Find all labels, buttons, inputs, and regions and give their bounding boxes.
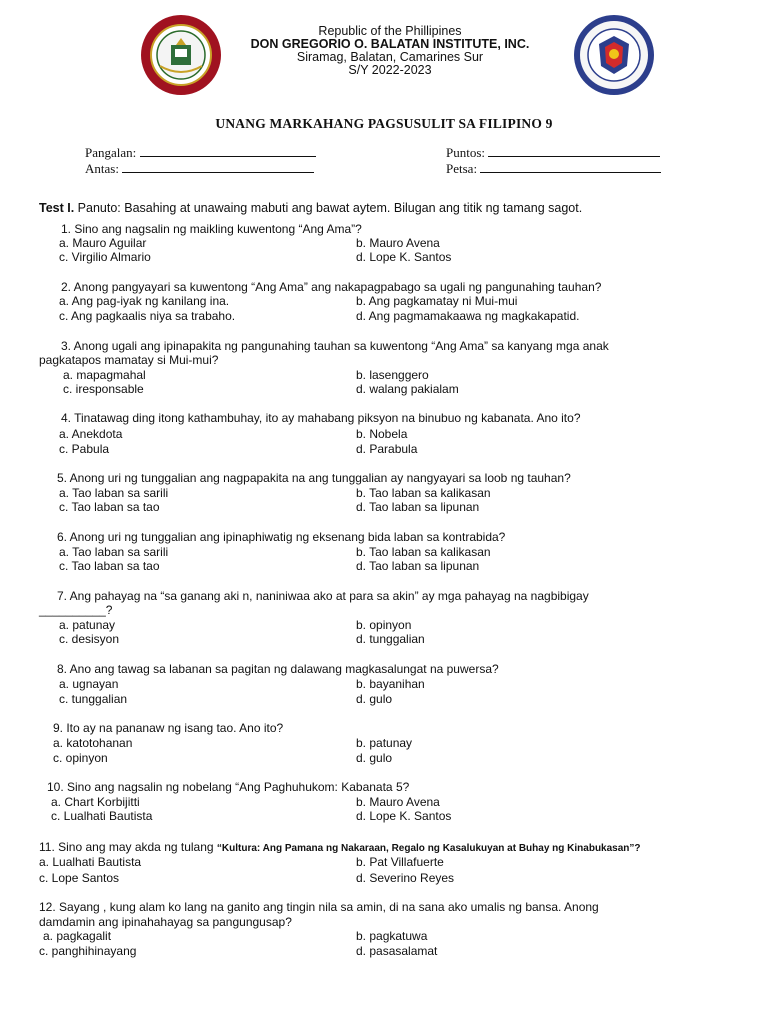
deped-seal-icon: [573, 14, 655, 96]
q2-option-c[interactable]: c. Ang pagkaalis niya sa trabaho.: [59, 309, 236, 323]
question-11-text: 11. Sino ang may akda ng tulang: [39, 840, 217, 854]
antas-label: Antas:: [85, 161, 119, 176]
question-11-poem-title: “Kultura: Ang Pamana ng Nakaraan, Regalo ng Kasalukuyan at Buhay ng Kinabukasan”?: [216, 843, 641, 854]
q11-option-d[interactable]: d. Severino Reyes: [356, 871, 455, 885]
question-2: 2. Anong pangyayari sa kuwentong “Ang Ama” ang nakapagpabago sa ugali ng pangunahing tauhan?: [61, 280, 602, 294]
puntos-field: [446, 145, 660, 161]
q4-option-a[interactable]: a. Anekdota: [59, 427, 123, 441]
q7-option-d[interactable]: d. tunggalian: [356, 632, 425, 646]
question-11: [39, 840, 641, 856]
q6-option-b[interactable]: b. Tao laban sa kalikasan: [356, 545, 491, 559]
pangalan-field: [85, 145, 316, 161]
q10-option-d[interactable]: d. Lope K. Santos: [356, 809, 452, 823]
q6-option-c[interactable]: c. Tao laban sa tao: [59, 559, 160, 573]
question-10: 10. Sino ang nagsalin ng nobelang “Ang Paghuhukom: Kabanata 5?: [47, 780, 410, 794]
q2-option-d[interactable]: d. Ang pagmamakaawa ng magkakapatid.: [356, 309, 580, 323]
q2-option-a[interactable]: a. Ang pag-iyak ng kanilang ina.: [59, 294, 230, 308]
q7-option-b[interactable]: b. opinyon: [356, 618, 412, 632]
header-school-year: S/Y 2022-2023: [348, 63, 432, 77]
question-8: 8. Ano ang tawag sa labanan sa pagitan ng dalawang magkasalungat na puwersa?: [57, 662, 499, 676]
petsa-field: [446, 161, 661, 177]
q10-option-a[interactable]: a. Chart Korbijitti: [51, 795, 140, 809]
q3-option-b[interactable]: b. lasenggero: [356, 368, 429, 382]
question-6: 6. Anong uri ng tunggalian ang ipinaphiwatig ng eksenang bida laban sa kontrabida?: [57, 530, 506, 544]
pangalan-label: Pangalan:: [85, 145, 137, 160]
q4-option-c[interactable]: c. Pabula: [59, 442, 110, 456]
q3-option-d[interactable]: d. walang pakialam: [356, 382, 459, 396]
question-3: 3. Anong ugali ang ipinapakita ng pangunahing tauhan sa kuwentong “Ang Ama” sa kanyang mga anak: [61, 339, 609, 353]
q3-option-c[interactable]: c. iresponsable: [63, 382, 144, 396]
header-address: Siramag, Balatan, Camarines Sur: [296, 50, 484, 64]
question-12-continued: damdamin ang ipinahahayag sa pangungusap?: [39, 915, 292, 929]
q12-option-d[interactable]: d. pasasalamat: [356, 944, 438, 958]
q12-option-c[interactable]: c. panghihinayang: [39, 944, 137, 958]
q1-option-c[interactable]: c. Virgilio Almario: [59, 250, 151, 264]
q5-option-a[interactable]: a. Tao laban sa sarili: [59, 486, 169, 500]
q6-option-a[interactable]: a. Tao laban sa sarili: [59, 545, 169, 559]
question-9: 9. Ito ay na pananaw ng isang tao. Ano ito?: [53, 721, 284, 735]
question-1: 1. Sino ang nagsalin ng maikling kuwentong “Ang Ama”?: [61, 222, 362, 236]
q7-option-a[interactable]: a. patunay: [59, 618, 116, 632]
q8-option-d[interactable]: d. gulo: [356, 692, 393, 706]
q8-option-b[interactable]: b. bayanihan: [356, 677, 425, 691]
q7-option-c[interactable]: c. desisyon: [59, 632, 120, 646]
q1-option-a[interactable]: a. Mauro Aguilar: [59, 236, 147, 250]
q10-option-c[interactable]: c. Lualhati Bautista: [51, 809, 153, 823]
question-3-continued: pagkatapos mamatay si Mui-mui?: [39, 353, 219, 367]
q11-option-c[interactable]: c. Lope Santos: [39, 871, 120, 885]
q9-option-c[interactable]: c. opinyon: [53, 751, 108, 765]
q5-option-d[interactable]: d. Tao laban sa lipunan: [356, 500, 480, 514]
puntos-line[interactable]: [488, 145, 660, 157]
header-school-name: DON GREGORIO O. BALATAN INSTITUTE, INC.: [250, 37, 530, 51]
pangalan-line[interactable]: [140, 145, 316, 157]
q9-option-a[interactable]: a. katotohanan: [53, 736, 133, 750]
q12-option-a[interactable]: a. pagkagalit: [43, 929, 112, 943]
q11-option-a[interactable]: a. Lualhati Bautista: [39, 855, 142, 869]
q9-option-b[interactable]: b. patunay: [356, 736, 413, 750]
q5-option-b[interactable]: b. Tao laban sa kalikasan: [356, 486, 491, 500]
petsa-label: Petsa:: [446, 161, 478, 176]
q8-option-a[interactable]: a. ugnayan: [59, 677, 119, 691]
antas-field: [85, 161, 314, 177]
q6-option-d[interactable]: d. Tao laban sa lipunan: [356, 559, 480, 573]
q4-option-d[interactable]: d. Parabula: [356, 442, 418, 456]
puntos-label: Puntos:: [446, 145, 486, 160]
q5-option-c[interactable]: c. Tao laban sa tao: [59, 500, 160, 514]
q11-option-b[interactable]: b. Pat Villafuerte: [356, 855, 444, 869]
q4-option-b[interactable]: b. Nobela: [356, 427, 408, 441]
test-label: Test I.: [39, 201, 75, 215]
header-republic: Republic of the Phillipines: [318, 24, 462, 38]
test-instructions: [39, 201, 582, 215]
q8-option-c[interactable]: c. tunggalian: [59, 692, 128, 706]
question-7-blank: __________?: [39, 603, 113, 617]
q2-option-b[interactable]: b. Ang pagkamatay ni Mui-mui: [356, 294, 518, 308]
exam-title: UNANG MARKAHANG PAGSUSULIT SA FILIPINO 9: [215, 116, 553, 131]
question-5: 5. Anong uri ng tunggalian ang nagpapakita na ang tunggalian ay nangyayari sa loob ng tauhan?: [57, 471, 571, 485]
q10-option-b[interactable]: b. Mauro Avena: [356, 795, 440, 809]
question-7: 7. Ang pahayag na “sa ganang aki n, naniniwaa ako at para sa akin” ay mga pahayag na nagbibigay: [57, 589, 589, 603]
test-instructions-text: Panuto: Basahing at unawaing mabuti ang bawat aytem. Bilugan ang titik ng tamang sagot.: [74, 201, 583, 215]
q3-option-a[interactable]: a. mapagmahal: [63, 368, 146, 382]
q9-option-d[interactable]: d. gulo: [356, 751, 393, 765]
question-4: 4. Tinatawag ding itong kathambuhay, ito ay mahabang piksyon na binubuo ng kabanata. Ano ito?: [61, 411, 581, 425]
q12-option-b[interactable]: b. pagkatuwa: [356, 929, 428, 943]
q1-option-d[interactable]: d. Lope K. Santos: [356, 250, 452, 264]
q1-option-b[interactable]: b. Mauro Avena: [356, 236, 440, 250]
petsa-line[interactable]: [480, 161, 661, 173]
antas-line[interactable]: [122, 161, 314, 173]
question-12: 12. Sayang , kung alam ko lang na ganito ang tingin nila sa amin, di na sana ako umalis ng bansa. Anong: [39, 900, 599, 914]
